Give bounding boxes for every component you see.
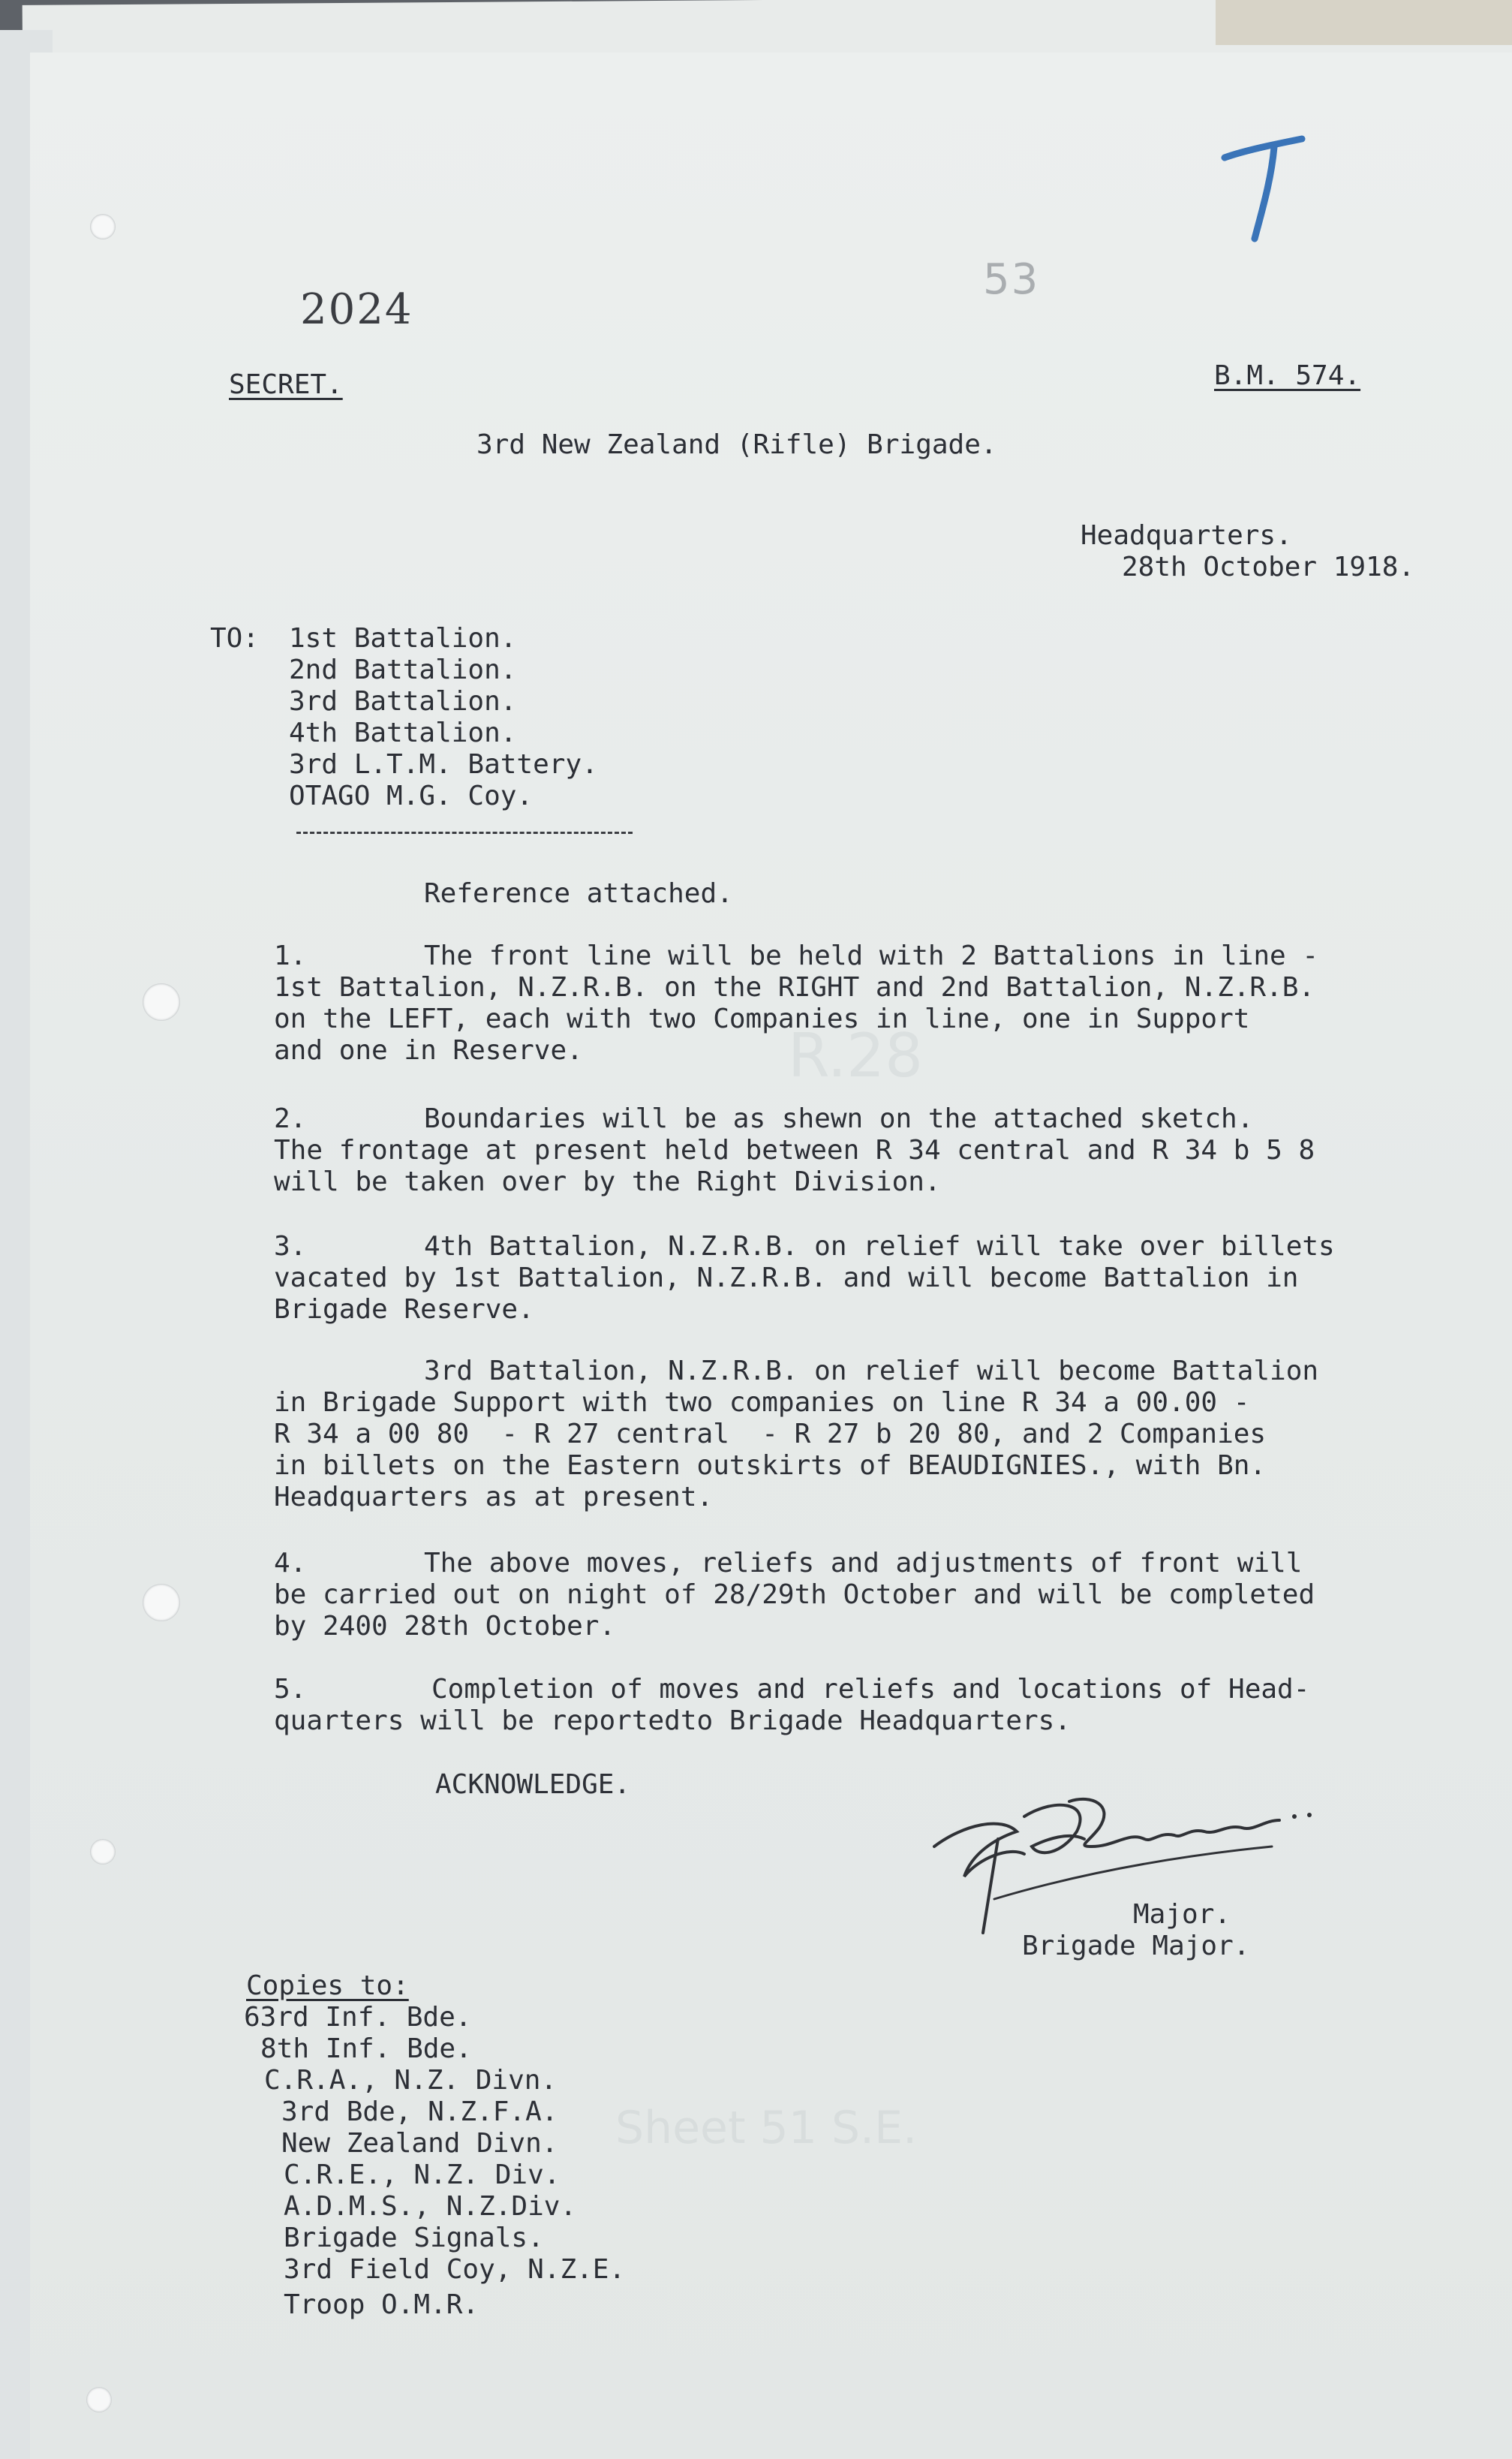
paragraph-line: quarters will be reportedto Brigade Headquarters. xyxy=(274,1705,1072,1736)
copy-recipient: 63rd Inf. Bde. xyxy=(244,2002,472,2033)
recipient: 1st Battalion. xyxy=(289,623,517,654)
copy-recipient: 8th Inf. Bde. xyxy=(260,2033,472,2064)
unit-title: 3rd New Zealand (Rifle) Brigade. xyxy=(476,429,997,460)
recipient: 3rd L.T.M. Battery. xyxy=(289,749,598,780)
paragraph-number: 2. xyxy=(274,1103,307,1134)
reference-number: B.M. 574. xyxy=(1214,360,1361,391)
paragraph-number: 4. xyxy=(274,1548,307,1579)
paragraph-line: Boundaries will be as shewn on the attached sketch. xyxy=(424,1103,1254,1134)
paragraph-line: The frontage at present held between R 34 central and R 34 b 5 8 xyxy=(274,1135,1315,1166)
paragraph-line: in billets on the Eastern outskirts of BEAUDIGNIES., with Bn. xyxy=(274,1450,1267,1481)
to-label: TO: xyxy=(210,623,260,654)
show-through-text: Sheet 51 S.E. xyxy=(615,2102,918,2154)
sheet-number: 2024 xyxy=(300,285,413,334)
punch-hole xyxy=(90,1839,116,1865)
paragraph-line: and one in Reserve. xyxy=(274,1035,583,1066)
copy-recipient: 3rd Field Coy, N.Z.E. xyxy=(284,2254,626,2285)
paragraph-number: 5. xyxy=(274,1674,307,1705)
recipient: 4th Battalion. xyxy=(289,718,517,748)
paragraph-line: on the LEFT, each with two Companies in line, one in Support xyxy=(274,1004,1250,1034)
copy-recipient: C.R.A., N.Z. Divn. xyxy=(264,2065,558,2096)
paragraph-line: Headquarters as at present. xyxy=(274,1482,714,1512)
folio-number: 53 xyxy=(983,255,1040,304)
paragraph-line: 3rd Battalion, N.Z.R.B. on relief will become Battalion xyxy=(424,1356,1319,1386)
reference-line: Reference attached. xyxy=(424,878,733,909)
signatory-title: Brigade Major. xyxy=(1022,1931,1250,1961)
paragraph-number: 3. xyxy=(274,1231,307,1262)
recipient: OTAGO M.G. Coy. xyxy=(289,781,534,811)
handwritten-t-mark xyxy=(1216,128,1313,248)
paragraph-line: in Brigade Support with two companies on line R 34 a 00.00 - xyxy=(274,1387,1250,1418)
recipient-divider xyxy=(296,832,633,834)
paragraph-line: The front line will be held with 2 Battalions in line - xyxy=(424,941,1319,971)
classification: SECRET. xyxy=(229,369,343,400)
paragraph-line: 4th Battalion, N.Z.R.B. on relief will take over billets xyxy=(424,1231,1335,1262)
paragraph-line: Completion of moves and reliefs and locations of Head- xyxy=(431,1674,1310,1705)
paragraph-line: Brigade Reserve. xyxy=(274,1294,534,1325)
copy-recipient: Brigade Signals. xyxy=(284,2223,544,2253)
paragraph-line: be carried out on night of 28/29th October and will be completed xyxy=(274,1579,1315,1610)
punch-hole xyxy=(86,2387,112,2412)
acknowledge-line: ACKNOWLEDGE. xyxy=(435,1769,631,1800)
copies-label: Copies to: xyxy=(246,1970,409,2001)
punch-hole xyxy=(143,983,180,1021)
location: Headquarters. xyxy=(1081,520,1292,551)
copy-recipient: New Zealand Divn. xyxy=(281,2128,558,2159)
recipient: 2nd Battalion. xyxy=(289,655,517,685)
underlying-sheet-corner xyxy=(1216,0,1512,45)
date: 28th October 1918. xyxy=(1122,552,1415,582)
copy-recipient: 3rd Bde, N.Z.F.A. xyxy=(281,2096,558,2127)
paragraph-number: 1. xyxy=(274,941,307,971)
copy-recipient: Troop O.M.R. xyxy=(284,2289,479,2320)
paragraph-line: R 34 a 00 80 - R 27 central - R 27 b 20 80, and 2 Companies xyxy=(274,1419,1267,1449)
paragraph-line: will be taken over by the Right Division. xyxy=(274,1166,941,1197)
punch-hole xyxy=(90,214,116,239)
punch-hole xyxy=(143,1584,180,1621)
copy-recipient: C.R.E., N.Z. Div. xyxy=(284,2160,561,2190)
paragraph-line: 1st Battalion, N.Z.R.B. on the RIGHT and 2nd Battalion, N.Z.R.B. xyxy=(274,972,1315,1003)
copy-recipient: A.D.M.S., N.Z.Div. xyxy=(284,2191,577,2222)
signatory-rank: Major. xyxy=(1133,1899,1231,1930)
paragraph-line: The above moves, reliefs and adjustments of front will xyxy=(424,1548,1303,1579)
paragraph-line: by 2400 28th October. xyxy=(274,1611,616,1642)
show-through-text: R.28 xyxy=(788,1021,923,1091)
recipient: 3rd Battalion. xyxy=(289,686,517,717)
paragraph-line: vacated by 1st Battalion, N.Z.R.B. and will become Battalion in xyxy=(274,1263,1299,1293)
